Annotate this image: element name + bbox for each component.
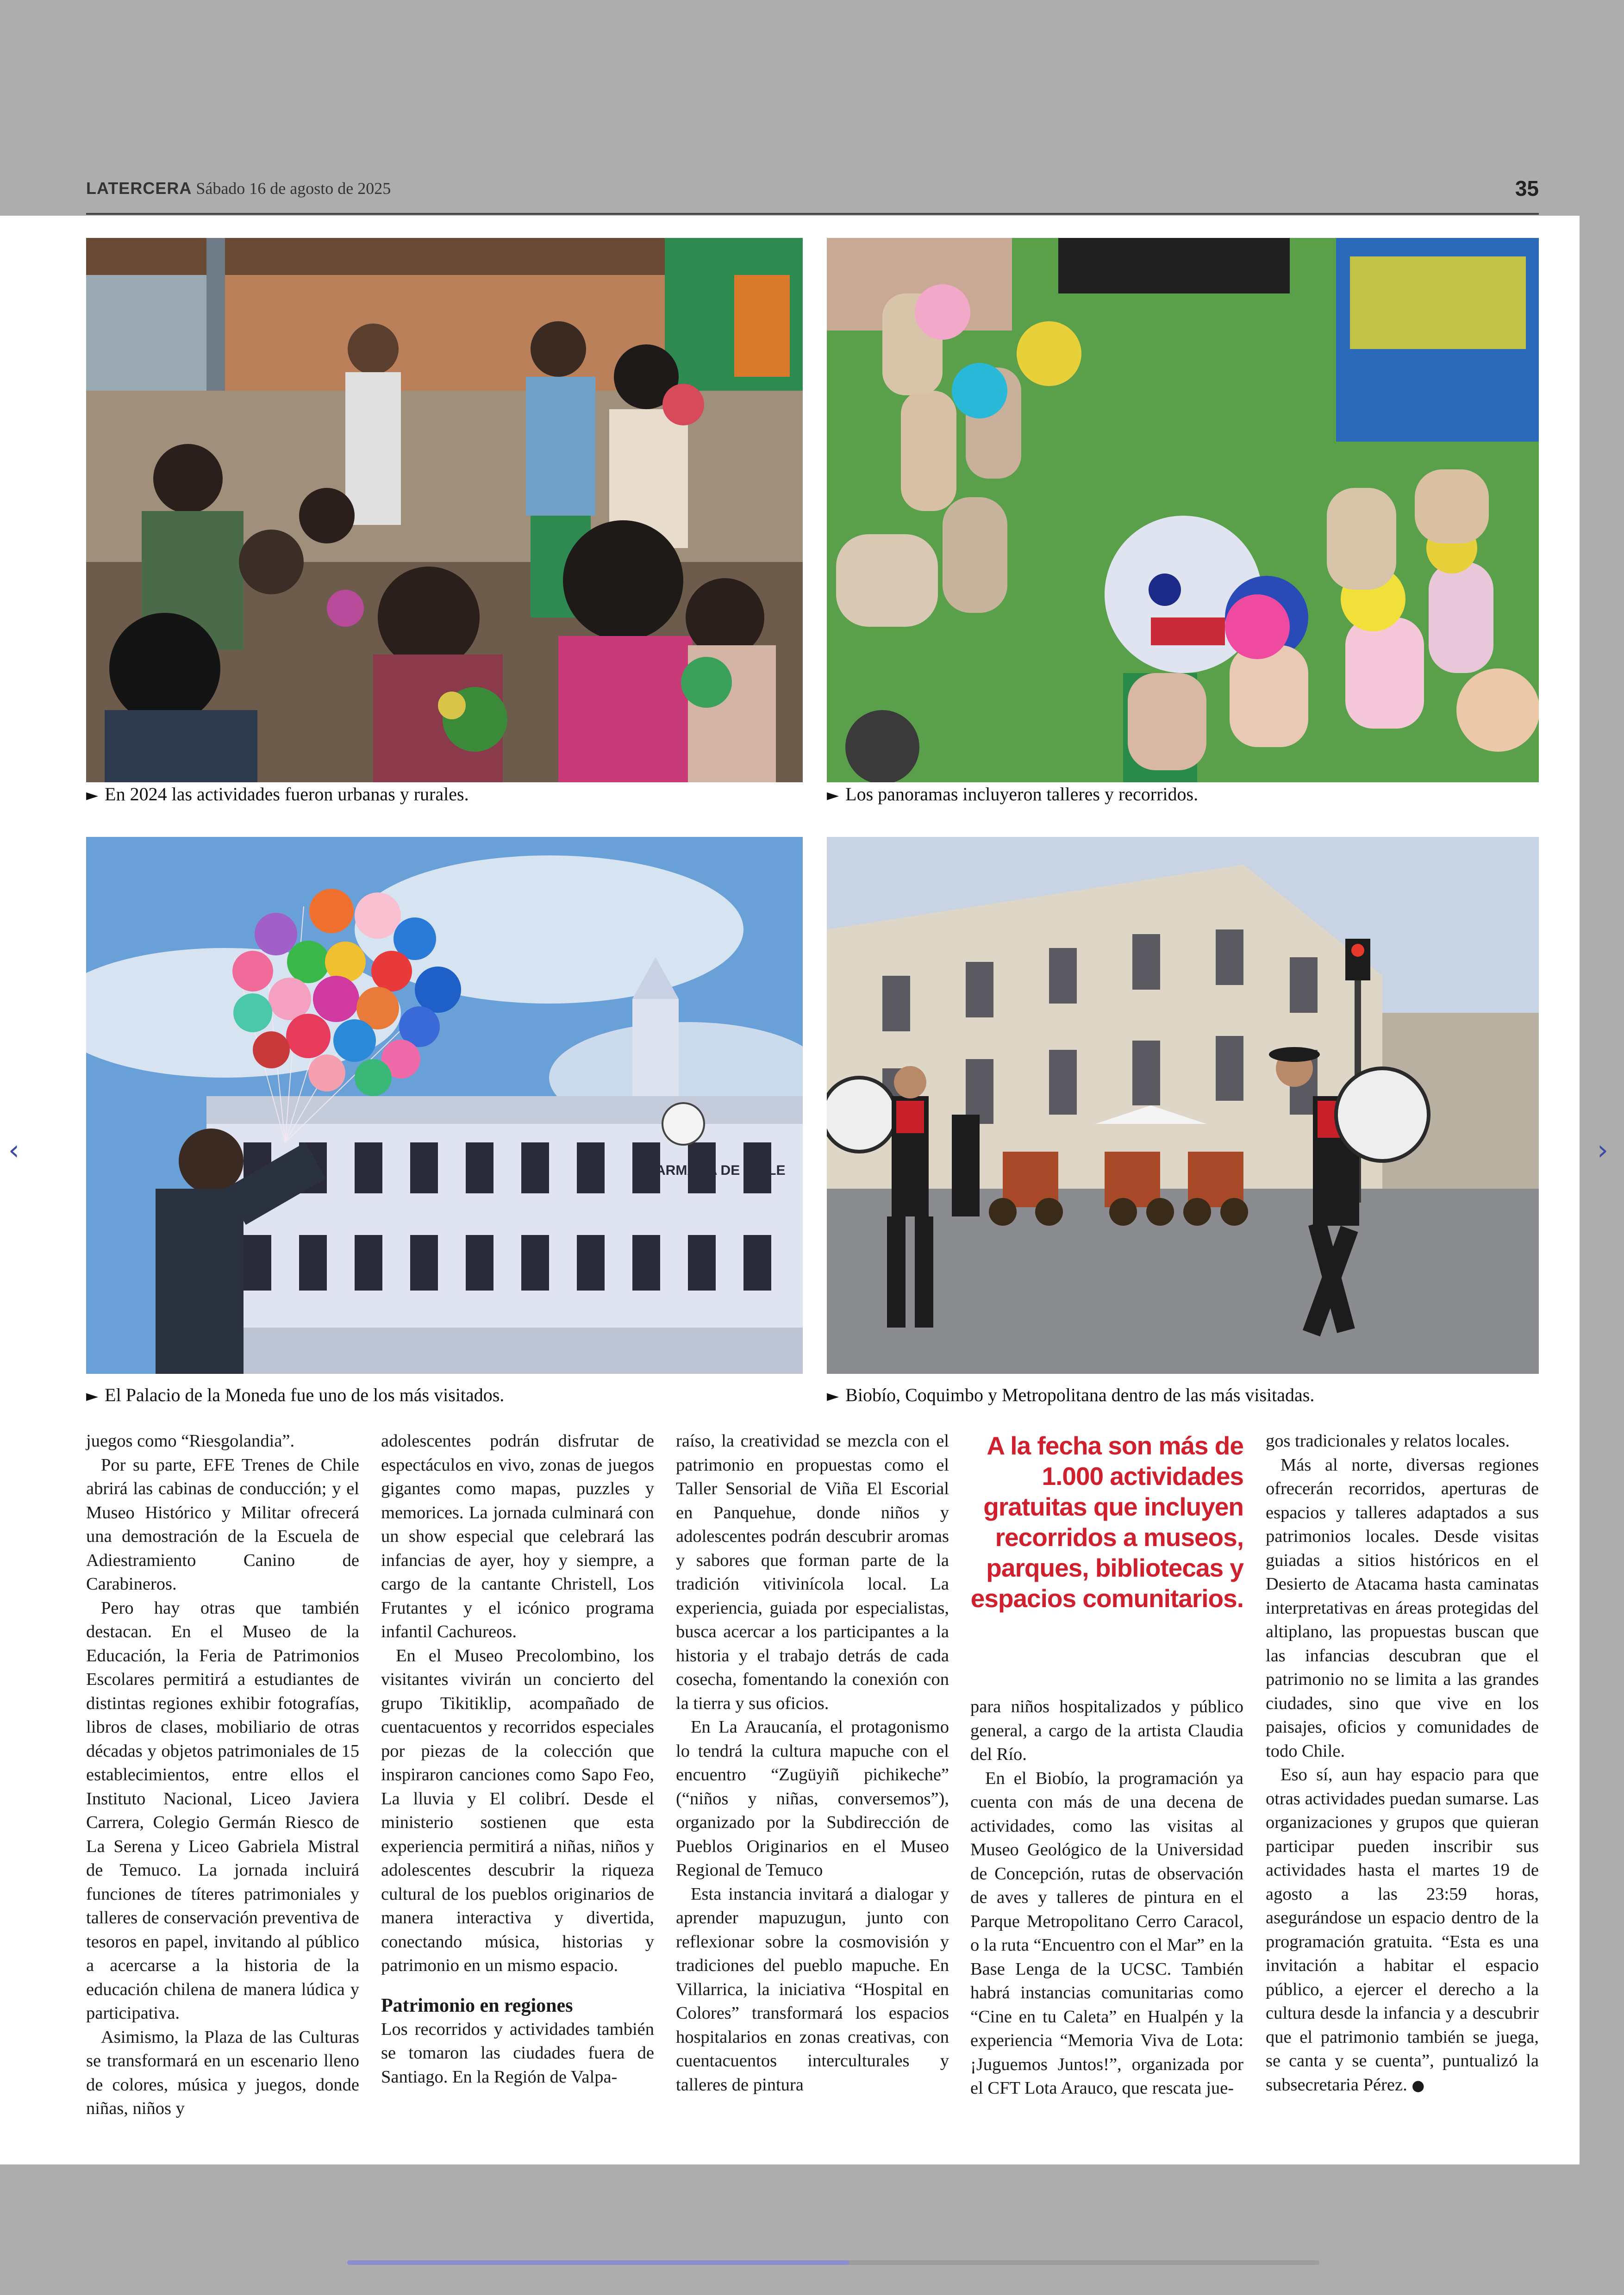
paragraph: raíso, la creatividad se mezcla con el patrimonio en propuestas como el Taller Sensorial de Viña El Escorial en Panquehue, donde niños y adolescentes podrán descubrir aromas y sabores que forman parte de la tradición vitivinícola local. La experiencia, guiada por especialistas, busca acercar a los participantes a la historia y el trabajo detrás de cada cosecha, fomentando la conexión con la tierra y sus oficios.	[676, 1431, 949, 1713]
paragraph: Pero hay otras que también destacan. En el Museo de la Educación, la Feria de Patrimonios Escolares permitirá a estudiantes de distintas regiones exhibir fotografías, libros de clases, mobiliario de otras décadas y objetos patrimoniales de 15 establecimientos, entre ellos el Instituto Nacional, Liceo Javiera Carrera, Colegio Germán Riesco de La Serena y Liceo Gabriela Mistral de Temuco. La jornada incluirá funciones de títeres patrimoniales y talleres de conservación preventiva de tesoros en papel, invitando al público a acercarse a la historia de la educación chilena de manera lúdica y participativa.	[86, 1598, 359, 2023]
paragraph: Esta instancia invitará a dialogar y aprender mapuzugun, junto con reflexionar sobre la cosmovisión y tradiciones del pueblo mapuche. En Villarrica, la iniciativa “Hospital en Colores” transformará los espacios hospitalarios en zonas creativas, con cuentacuentos interculturales y talleres de pintura	[676, 1884, 949, 2095]
paragraph: En La Araucanía, el protagonismo lo tendrá la cultura mapuche con el encuentro “Zugüyiñ pichikeche” (“niños y niñas, conversemos”), organizado por la Subdirección de Pueblos Originarios en el Museo Regional de Temuco	[676, 1717, 949, 1880]
newspaper-brand: LATERCERA	[86, 179, 192, 198]
caption-text: Los panoramas incluyeron talleres y recorridos.	[845, 784, 1199, 804]
article-column-3	[676, 1429, 949, 2097]
photo-caption-1	[86, 783, 469, 805]
paragraph: adolescentes podrán disfrutar de espectáculos en vivo, zonas de juegos gigantes como mapas, puzzles y memorices. La jornada culminará con un show especial que celebrará las infancias de ayer, hoy y siempre, a cargo de la cantante Christell, Los Frutantes y el icónico programa infantil Cachureos.	[381, 1431, 654, 1641]
paragraph: Asimismo, la Plaza de las Culturas se transformará en un escenario lleno de colores, música y juegos, donde niñas, niños y	[86, 2027, 359, 2118]
page-number: 35	[1515, 176, 1539, 200]
paragraph: para niños hospitalizados y público general, a cargo de la artista Claudia del Río.	[970, 1697, 1243, 1764]
pull-quote: A la fecha son más de 1.000 actividades gratuitas que incluyen recorridos a museos, parques, bibliotecas y espacios comunitarios.	[970, 1431, 1243, 1613]
end-mark-icon: ●	[1412, 2076, 1425, 2094]
photo-caption-4	[827, 1384, 1314, 1406]
paragraph: gos tradicionales y relatos locales.	[1266, 1431, 1510, 1451]
photo-children-event	[86, 238, 803, 782]
paragraph: juegos como “Riesgolandia”.	[86, 1431, 295, 1451]
photo-balloons-building	[86, 837, 803, 1374]
caption-marker-icon: ►	[86, 1387, 99, 1405]
paragraph	[1266, 1763, 1539, 2097]
issue-date: Sábado 16 de agosto de 2025	[196, 179, 391, 198]
next-page-button[interactable]: ›	[1597, 1134, 1608, 1166]
paragraph-text: Eso sí, aun hay espacio para que otras actividades puedan sumarse. Las organizaciones y grupos que quieran participar pueden inscribir sus actividades hasta el martes 19 de agosto a las 23:59 horas, asegurándose un espacio dentro de la programación gratuita. “Esta es una invitación a habitar el espacio público, a ejercer el derecho a la cultura desde la infancia y a descubrir que el patrimonio también se juega, se canta y se cuenta”, puntualizó la subsecretaria Pérez.	[1266, 1765, 1539, 2095]
section-subheading: Patrimonio en regiones	[381, 1995, 573, 2016]
previous-page-button[interactable]: ‹	[8, 1134, 19, 1166]
paragraph: En el Biobío, la programación ya cuenta con más de una decena de actividades, como las visitas al Museo Geológico de la Universidad de Concepción, rutas de observación de aves y talleres de pintura en el Parque Metropolitano Cerro Caracol, o la ruta “Encuentro con el Mar” en la Base Lenga de la UCSC. También habrá instancias comunitarias como “Cine en tu Caleta” en Hualpén y la experiencia “Memoria Viva de Lota: ¡Juguemos Juntos!”, organizada por el CFT Lota Arauco, que rescata jue-	[970, 1768, 1243, 2098]
paragraph: En el Museo Precolombino, los visitantes vivirán un concierto del grupo Tikitiklip, acompañado de cuentacuentos y recorridos especiales por piezas de la colección que inspiraron canciones como Sapo Feo, La lluvia y El colibrí. Desde el ministerio sostienen que esta experiencia permitirá a niñas, niños y adolescentes descubrir la riqueza cultural de los pueblos originarios de manera interactiva y divertida, conectando música, historias y patrimonio en un mismo espacio.	[381, 1646, 654, 1975]
photo-caption-3	[86, 1384, 504, 1406]
photo-puppets	[827, 238, 1539, 782]
page-header	[86, 176, 1539, 213]
article-column-4	[970, 1695, 1243, 2101]
paragraph: Los recorridos y actividades también se tomaron las ciudades fuera de Santiago. En la Región de Valpa-	[381, 2019, 654, 2087]
paragraph: Por su parte, EFE Trenes de Chile abrirá las cabinas de conducción; y el Museo Histórico y Militar ofrecerá una demostración de la Escuela de Adiestramiento Canino de Carabineros.	[86, 1455, 359, 1594]
header-left	[86, 179, 391, 198]
article-column-2	[381, 1429, 654, 2089]
photo-street-musicians	[827, 837, 1539, 1374]
header-rule	[86, 213, 1539, 215]
caption-text: En 2024 las actividades fueron urbanas y rurales.	[105, 784, 469, 804]
caption-marker-icon: ►	[86, 786, 99, 804]
photo-caption-2	[827, 783, 1198, 805]
caption-text: Biobío, Coquimbo y Metropolitana dentro de las más visitadas.	[845, 1384, 1315, 1405]
page-scrollbar-thumb[interactable]	[347, 2260, 849, 2265]
paragraph: Más al norte, diversas regiones ofrecerán recorridos, aperturas de espacios y talleres adaptados a sus patrimonios locales. Desde visitas guiadas a sitios históricos en el Desierto de Atacama hasta caminatas interpretativas en áreas protegidas del altiplano, las propuestas buscan que las infancias descubran que el patrimonio no se limita a las grandes ciudades, sino que vive en los paisajes, oficios y comunidades de todo Chile.	[1266, 1455, 1539, 1761]
building-sign: ARMADA DE CHILE	[656, 1163, 786, 1178]
article-column-5	[1266, 1429, 1539, 2097]
caption-marker-icon: ►	[827, 1387, 839, 1405]
caption-marker-icon: ►	[827, 786, 839, 804]
caption-text: El Palacio de la Moneda fue uno de los más visitados.	[105, 1384, 505, 1405]
article-column-1	[86, 1429, 359, 2121]
